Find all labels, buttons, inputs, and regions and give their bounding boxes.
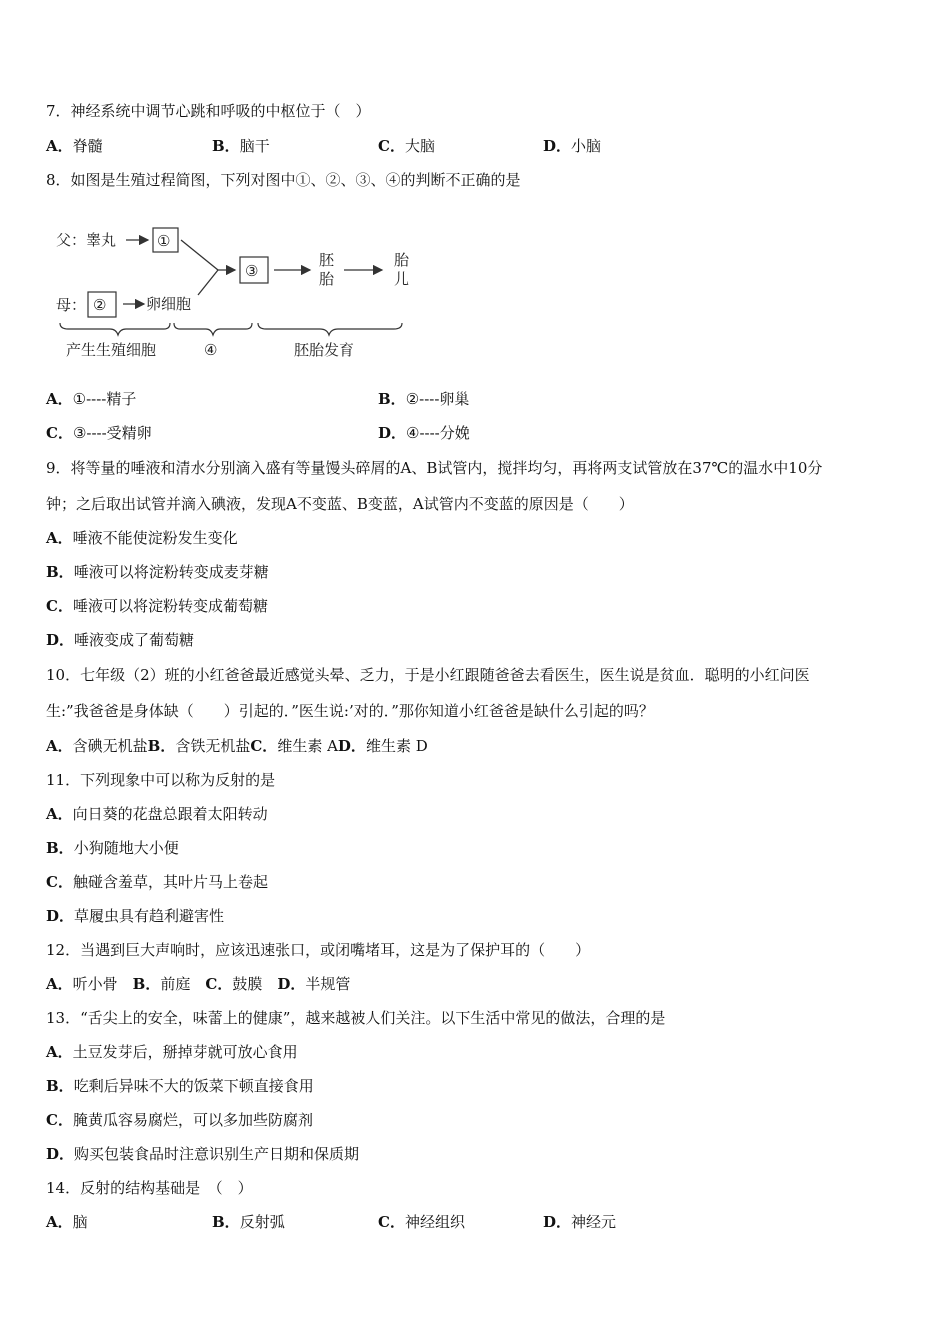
q9-option-c: C．唾液可以将淀粉转变成葡萄糖 bbox=[46, 597, 268, 615]
fig-embryo-1: 胚 bbox=[319, 251, 335, 269]
fig-brace-label-2: ④ bbox=[204, 341, 218, 359]
q11-option-b: B．小狗随地大小便 bbox=[46, 839, 179, 857]
q10-stem-line2: 生:”我爸爸是身体缺（ ）引起的．”医生说:’对的．”那你知道小红爸爸是缺什么引起的吗？ bbox=[46, 702, 654, 720]
q14-option-b: B．反射弧 bbox=[212, 1213, 285, 1231]
fig-brace-label-1: 产生生殖细胞 bbox=[66, 341, 157, 359]
q11-option-d: D．草履虫具有趋利避害性 bbox=[46, 907, 225, 925]
q11-stem: 11．下列现象中可以称为反射的是 bbox=[46, 771, 276, 789]
q8-option-c: C．③----受精卵 bbox=[46, 424, 152, 442]
q7-option-b: B．脑干 bbox=[212, 137, 270, 155]
q14-option-c: C．神经组织 bbox=[378, 1213, 465, 1231]
q9-option-b: B．唾液可以将淀粉转变成麦芽糖 bbox=[46, 563, 269, 581]
fig-mother-label: 母： bbox=[56, 296, 87, 314]
fig-egg-label: 卵细胞 bbox=[146, 295, 192, 313]
q13-option-c: C．腌黄瓜容易腐烂，可以多加些防腐剂 bbox=[46, 1111, 313, 1129]
q10-stem-line1: 10．七年级（2）班的小红爸爸最近感觉头晕、乏力，于是小红跟随爸爸去看医生，医生说是贫血．聪明的小红问医 bbox=[46, 666, 810, 684]
fig-node-3: ③ bbox=[245, 262, 259, 280]
q9-option-a: A．唾液不能使淀粉发生变化 bbox=[46, 529, 238, 547]
q7-option-a: A．脊髓 bbox=[46, 137, 103, 155]
q13-stem: 13．“舌尖上的安全，味蕾上的健康”，越来越被人们关注。以下生活中常见的做法，合理的是 bbox=[46, 1009, 666, 1027]
q8-option-a: A．①----精子 bbox=[46, 390, 137, 408]
fig-node-2: ② bbox=[93, 296, 107, 314]
q8-option-d: D．④----分娩 bbox=[378, 424, 470, 442]
q8-stem: 8．如图是生殖过程简图，下列对图中①、②、③、④的判断不正确的是 bbox=[46, 171, 521, 189]
q12-options: A．听小骨 B．前庭 C．鼓膜 D．半规管 bbox=[46, 975, 351, 993]
q7-option-d: D．小脑 bbox=[543, 137, 602, 155]
fig-fetus-2: 儿 bbox=[394, 270, 410, 288]
q7-option-c: C．大脑 bbox=[378, 137, 435, 155]
q12-stem: 12．当遇到巨大声响时，应该迅速张口，或闭嘴堵耳，这是为了保护耳的（ ） bbox=[46, 941, 591, 959]
fig-embryo-2: 胎 bbox=[319, 270, 335, 288]
fig-node-1: ① bbox=[157, 232, 171, 250]
q11-option-c: C．触碰含羞草，其叶片马上卷起 bbox=[46, 873, 268, 891]
q9-option-d: D．唾液变成了葡萄糖 bbox=[46, 631, 195, 649]
q13-option-a: A．土豆发芽后，掰掉芽就可放心食用 bbox=[46, 1043, 298, 1061]
q11-option-a: A．向日葵的花盘总跟着太阳转动 bbox=[46, 805, 268, 823]
q14-stem: 14．反射的结构基础是 （ ） bbox=[46, 1179, 253, 1197]
q13-option-d: D．购买包装食品时注意识别生产日期和保质期 bbox=[46, 1145, 360, 1163]
q8-option-b: B．②----卵巢 bbox=[378, 390, 470, 408]
q14-option-a: A．脑 bbox=[46, 1213, 88, 1231]
fig-brace-label-3: 胚胎发育 bbox=[294, 341, 355, 359]
reproduction-diagram bbox=[48, 215, 418, 365]
q10-options: A．含碘无机盐B．含铁无机盐C．维生素 AD．维生素 D bbox=[46, 737, 428, 755]
q9-stem-line1: 9．将等量的唾液和清水分别滴入盛有等量馒头碎屑的A、B试管内，搅拌均匀，再将两支试管放在37℃的温水中10分 bbox=[46, 459, 823, 477]
q7-stem: 7．神经系统中调节心跳和呼吸的中枢位于（ ） bbox=[46, 102, 371, 120]
q9-stem-line2: 钟；之后取出试管并滴入碘液，发现A不变蓝、B变蓝，A试管内不变蓝的原因是（ ） bbox=[46, 495, 634, 513]
q14-option-d: D．神经元 bbox=[543, 1213, 617, 1231]
fig-fetus-1: 胎 bbox=[394, 251, 410, 269]
q13-option-b: B．吃剩后异味不大的饭菜下顿直接食用 bbox=[46, 1077, 314, 1095]
fig-father-label: 父：睾丸 bbox=[56, 231, 117, 249]
